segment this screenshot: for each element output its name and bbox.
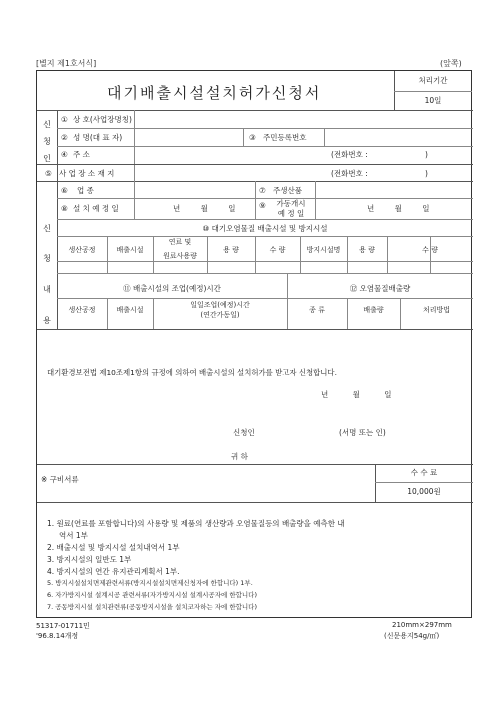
application-statement: 대기환경보전법 제10조제1항의 규정에 의하여 배출시설의 설치허가를 받고자 신청합니다.: [47, 368, 337, 377]
emission-facility-section: ⑩ 대기오염물질 배출시설 및 방지시설: [202, 224, 328, 233]
required-docs-label: ※ 구비서류: [41, 475, 79, 484]
col-treatment-method: 처리방법: [422, 306, 451, 314]
doc-item: 1. 원료(연료를 포함합니다)의 사용량 및 제품의 생산량과 오염물질등의 배출량을 예측한 내: [47, 519, 345, 528]
col-process-2: 생산공정: [68, 306, 96, 314]
col-fuel-usage: 연료 및: [168, 238, 192, 246]
footer-revision: '96.8.14개정: [36, 632, 79, 640]
representative-label: 성 명(대 표 자): [73, 133, 123, 142]
applicant-sign-label: 신청인: [233, 428, 255, 437]
content-side-label: 신: [43, 224, 51, 233]
footer-paper-size: 210mm×297mm: [392, 621, 452, 629]
operating-hours-section: ⑪ 배출시설의 조업(예정)시간: [123, 284, 221, 293]
col-capacity: 용 량: [223, 246, 239, 254]
applicant-phone-label: (전화번호 :: [331, 150, 368, 159]
recipient: 귀 하: [231, 452, 248, 461]
applicant-side-label: 신: [43, 120, 51, 129]
operation-start-date: 년 월 일: [367, 204, 430, 213]
doc-item: 역서 1부: [59, 531, 88, 540]
processing-period: 10일: [424, 96, 442, 105]
signature-note: (서명 또는 인): [339, 428, 386, 437]
application-form: 대기배출시설설치허가신청서 처리기간 10일 신 청 인 ① 상 호(사업장명칭) ② 성 명(대 표 자) ③ 주민등록번호 ④ 주 소 (전화번호 : ) ⑤ 사 업 장 소 재 지 (전화번호 : ) ⑥ 업 종 ⑦ 주생산품 ⑧ 설 치 예 정 일 년 월 일 ⑨ 가동개시 예 정 일 년 월 일 신 청 내 용 ⑩ 대기오염물질 배출시설 및 방지시설 생산공정 배출시설 연료 및 원료사용량 용 량 수 량 방지시설명 용 량 수 량 ⑪ 배출시설의 조업(예정)시간 ⑫ 오염물질배출량 생산공정 배출시설 일일조업(예정)시간 (연간가동일) 종 류 배출량 처리방법 대기환경보전법 제10조제1항의 규정에 의하여 배출시설의 설치허가를 받고자 신청합니다. 년 월 일 신청인 (서명 또는 인) 귀 하 ※ 구비서류 수 수 료 10,000원 1. 원료(연료를 포함합니다)의 사용량 및 제품의 생산량과 오염물질등의 배출량을 예측한 내 역서 1부 2. 배출시설 및 방지시설 설치내역서 1부 3. 방지시설의 일반도 1부 4. 방지시설의 연간 유지관리계획서 1부. 5. 방지시설설치면제관련서류(방지시설설치면제신청자에 한합니다) 1부. 6. 자가방지시설 설계시공 관련서류(자가방지시설 설계시공자에 한합니다) 7. 공동방지시설 설치관련류(공동방지시설을 설치코자하는 자에 한합니다): [36, 70, 472, 618]
col-emission-facility: 배출시설: [116, 246, 144, 254]
col-production-process: 생산공정: [68, 246, 96, 254]
resident-number-label: 주민등록번호: [263, 133, 307, 142]
site-phone-label: (전화번호 :: [331, 169, 368, 178]
form-number: [별지 제1호서식]: [36, 59, 97, 68]
col-pollutant-type: 종 류: [309, 306, 325, 314]
col-prevention-capacity: 용 량: [359, 246, 375, 254]
doc-item: 3. 방지시설의 일반도 1부: [47, 555, 132, 564]
industry-label: 업 종: [77, 186, 94, 195]
doc-item: 4. 방지시설의 연간 유지관리계획서 1부.: [47, 567, 180, 576]
processing-label: 처리기간: [418, 76, 448, 85]
col-facility-2: 배출시설: [116, 306, 144, 314]
pollutant-emission-section: ⑫ 오염물질배출량: [349, 284, 411, 293]
doc-item: 6. 자가방지시설 설계시공 관련서류(자가방지시설 설계시공자에 한합니다): [47, 591, 257, 599]
install-date: 년 월 일: [173, 204, 236, 213]
col-prevention-quantity: 수 량: [422, 246, 438, 254]
doc-item: 5. 방지시설설치면제관련서류(방지시설설치면제신청자에 한합니다) 1부.: [47, 579, 253, 587]
col-emission-amount: 배출량: [363, 306, 384, 314]
doc-item: 7. 공동방지시설 설치관련류(공동방지시설을 설치코자하는 자에 한합니다): [47, 603, 257, 611]
footer-paper-type: (신문용지54g/㎡): [384, 632, 440, 640]
operation-start-label: 가동개시: [276, 199, 306, 208]
side-indicator: (앞쪽): [440, 59, 462, 68]
business-name-label: 상 호(사업장명칭): [73, 115, 132, 124]
main-product-label: 주생산품: [273, 186, 302, 195]
doc-item: 2. 배출시설 및 방지시설 설치내역서 1부: [47, 543, 180, 552]
form-title: 대기배출시설설치허가신청서: [107, 84, 322, 102]
col-quantity: 수 량: [269, 246, 286, 254]
site-location-label: 사 업 장 소 재 지: [59, 169, 115, 178]
fee-label: 수 수 료: [410, 468, 438, 477]
address-label: 주 소: [73, 150, 90, 159]
footer-form-code: 51317-01711민: [36, 622, 90, 630]
fee-amount: 10,000원: [407, 487, 441, 496]
col-prevention-facility: 방지시설명: [306, 246, 341, 254]
sign-date: 년 월 일: [321, 390, 392, 399]
install-date-label: 설 치 예 정 일: [73, 204, 119, 213]
col-daily-hours: 일일조업(예정)시간: [190, 301, 250, 309]
